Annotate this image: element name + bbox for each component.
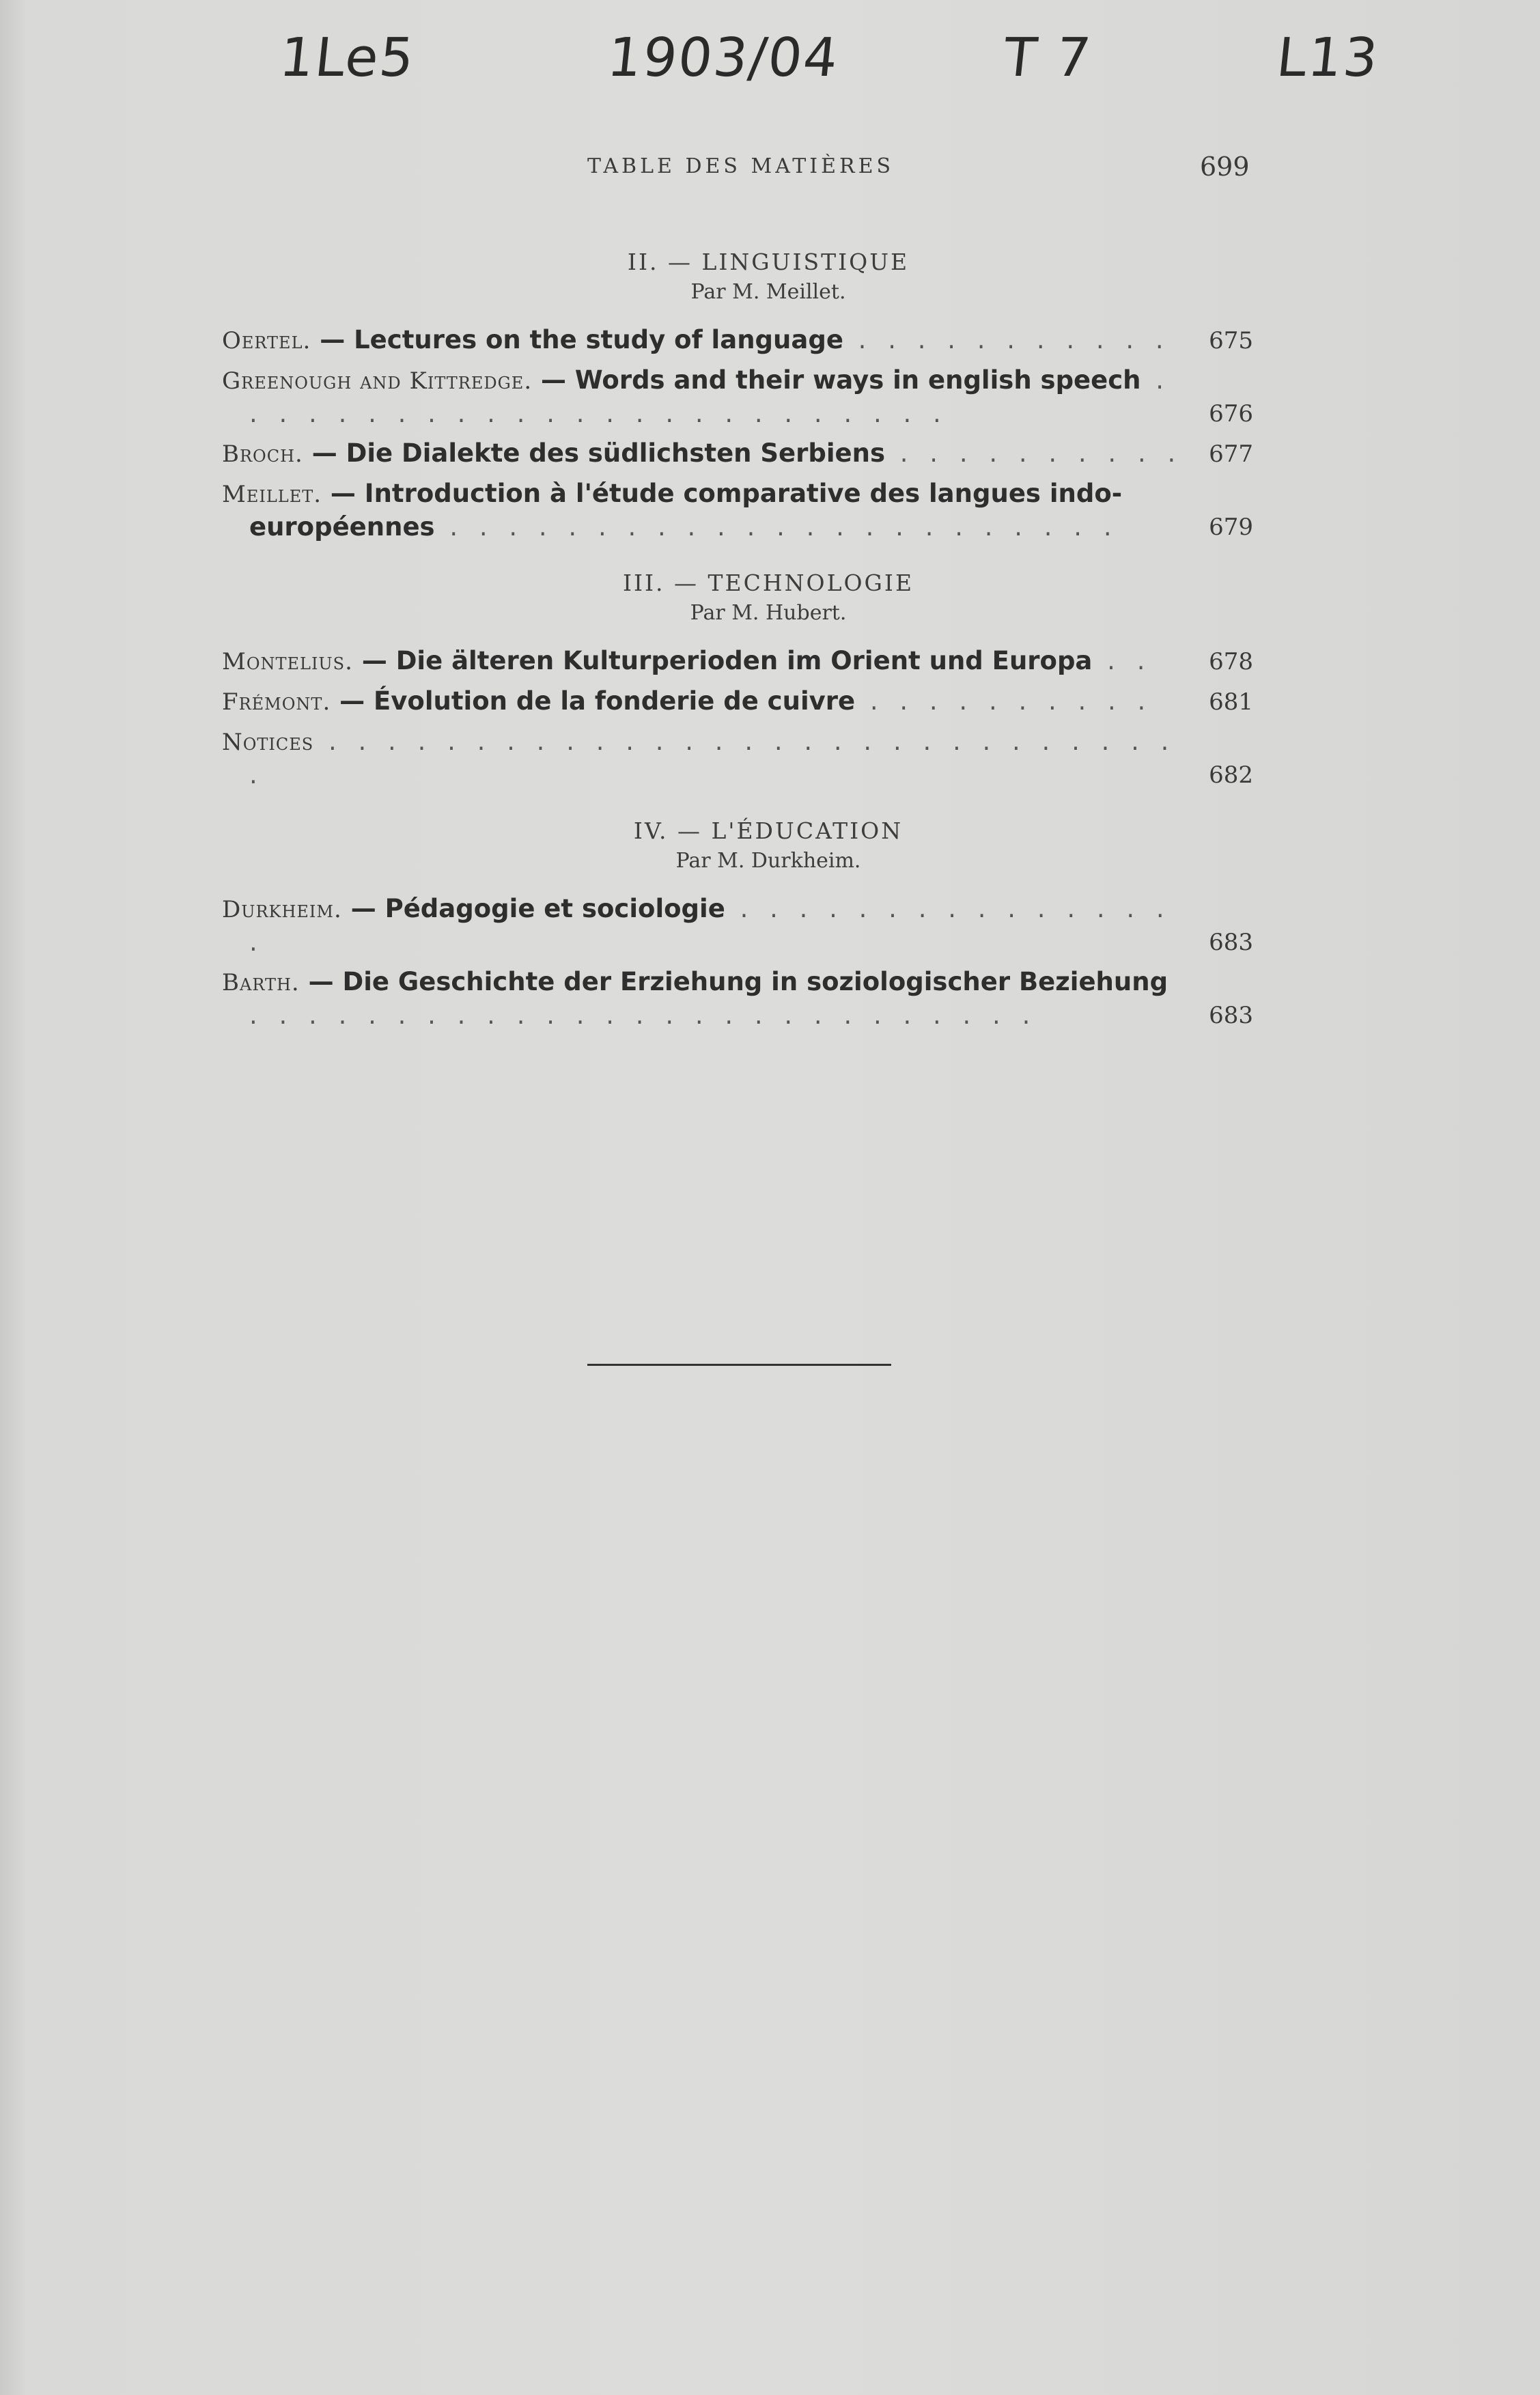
end-rule [587, 1364, 891, 1366]
dot-leader: . . . . . . . . . . . . . . . . . . . . . . . [434, 512, 1119, 542]
entry-title: — Die Geschichte der Erziehung in soziologischer Beziehung [308, 967, 1168, 996]
entry-author: Broch. [222, 440, 303, 468]
handwritten-volume-mark: T 7 [1000, 27, 1095, 89]
handwritten-code-mark: L13 [1274, 27, 1382, 89]
dot-leader: . . . . . . . . . . . . . . . . . . . . . . . . . [249, 365, 1171, 428]
entry-title: — Introduction à l'étude comparative des langues indo-européennes [249, 479, 1123, 542]
entry-author: Durkheim. [222, 896, 342, 923]
running-title: TABLE DES MATIÈRES [587, 154, 895, 178]
toc-entry[interactable] [222, 364, 1253, 430]
dot-leader: . . [1092, 646, 1152, 675]
dot-leader: . . . . . . . . . . [855, 686, 1153, 716]
dot-leader: . . . . . . . . . . . . . . . . . . . . . . . . . . . . . . [249, 727, 1176, 789]
section-author: Par M. Meillet. [690, 280, 846, 304]
entry-page-number: 675 [1209, 327, 1253, 354]
entry-author: Greenough and Kittredge. [222, 367, 533, 395]
dot-leader: . . . . . . . . . . . . . . . . [249, 894, 1171, 957]
handwritten-year-mark: 1903/04 [604, 27, 842, 89]
entry-author: Barth. [222, 969, 300, 996]
toc-entry[interactable] [222, 437, 1253, 471]
entry-title: — Words and their ways in english speech [541, 365, 1141, 395]
page-number: 699 [1200, 152, 1250, 182]
entry-title: — Évolution de la fonderie de cuivre [339, 686, 856, 716]
entry-title: — Die Dialekte des südlichsten Serbiens [311, 438, 886, 468]
entry-author: Montelius. [222, 648, 353, 675]
dot-leader: . . . . . . . . . . . [843, 325, 1171, 354]
toc-entry[interactable] [222, 477, 1253, 544]
entry-page-number: 678 [1209, 648, 1253, 675]
section-heading: III. — TECHNOLOGIE [622, 570, 914, 596]
entry-page-number: 683 [1209, 929, 1253, 956]
toc-entry[interactable] [222, 966, 1253, 1032]
dot-leader: . . . . . . . . . . . . . . . . . . . . . . . . . . . [249, 1000, 1037, 1030]
entry-title: — Pédagogie et sociologie [350, 894, 725, 923]
toc-entry[interactable] [222, 324, 1253, 357]
toc-entry[interactable] [222, 685, 1253, 718]
toc-entry[interactable] [222, 893, 1253, 959]
entry-title: — Die älteren Kulturperioden im Orient und Europa [361, 646, 1093, 675]
entry-page-number: 676 [1209, 400, 1253, 428]
section-linguistique [222, 246, 1253, 544]
entry-page-number: 677 [1209, 440, 1253, 468]
entry-page-number: 682 [1209, 761, 1253, 789]
entry-author: Oertel. [222, 327, 311, 354]
section-author: Par M. Hubert. [690, 601, 847, 625]
entry-page-number: 681 [1209, 688, 1253, 716]
entry-author: Notices [222, 729, 314, 756]
entry-page-number: 683 [1209, 1002, 1253, 1029]
section-author: Par M. Durkheim. [675, 849, 861, 873]
toc-entry[interactable] [222, 645, 1253, 678]
entry-author: Meillet. [222, 481, 322, 508]
running-head [0, 154, 1540, 188]
entry-title: — Lectures on the study of language [320, 325, 843, 354]
section-heading: IV. — L'ÉDUCATION [633, 817, 904, 844]
section-heading: II. — LINGUISTIQUE [627, 249, 910, 275]
handwritten-shelfmark: 1Le5 [277, 27, 419, 89]
entry-author: Frémont. [222, 688, 331, 716]
toc-entry[interactable] [222, 725, 1253, 792]
table-of-contents [222, 246, 1253, 1039]
section-technologie [222, 567, 1253, 792]
section-education [222, 815, 1253, 1032]
entry-page-number: 679 [1209, 514, 1253, 541]
dot-leader: . . . . . . . . . . [885, 438, 1183, 468]
